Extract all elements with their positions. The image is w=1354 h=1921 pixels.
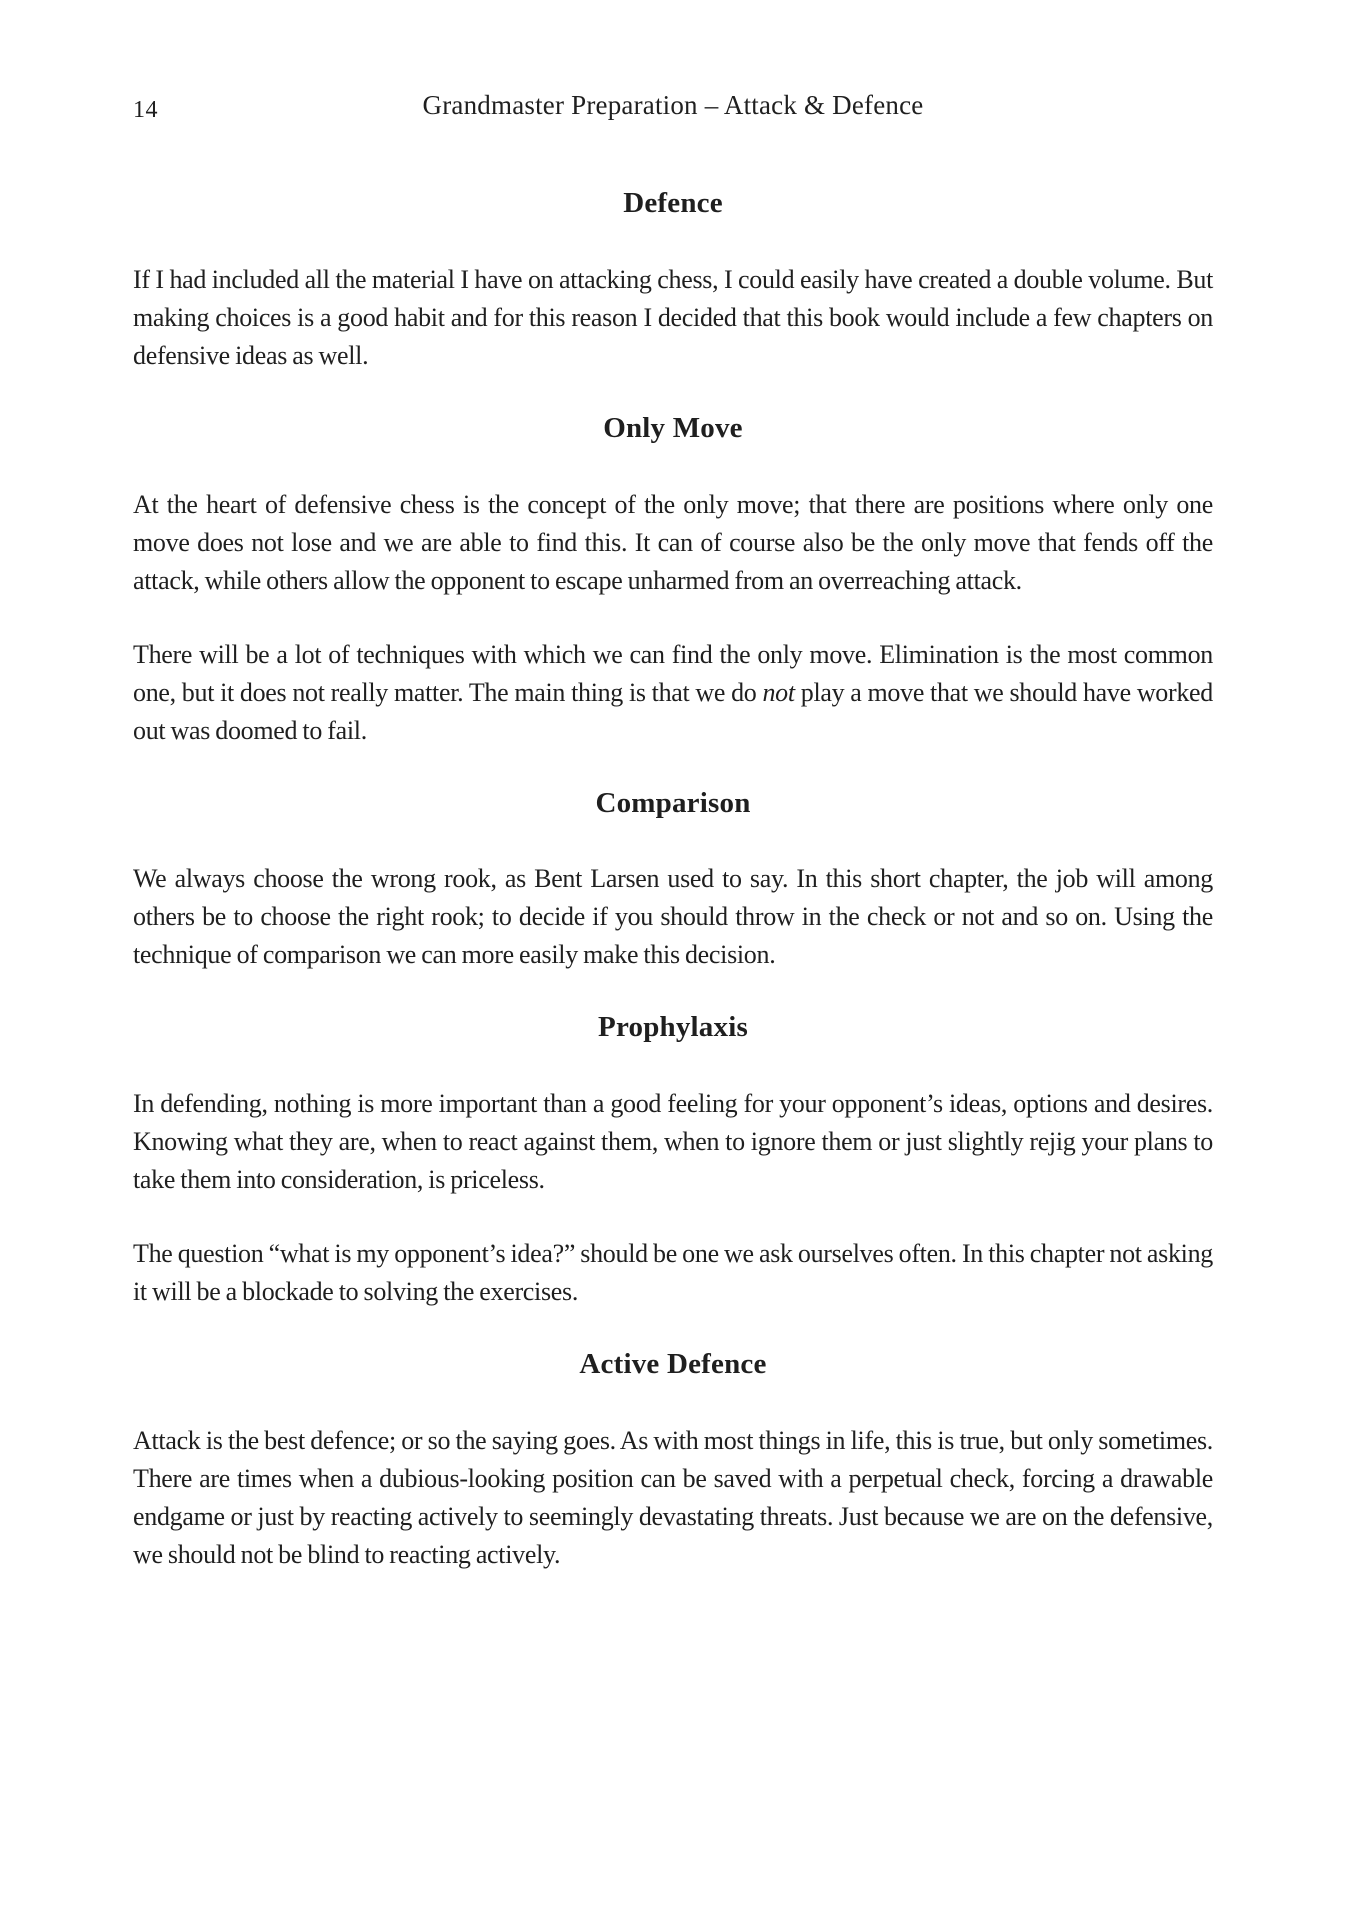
text-run: play a move that we should have worked out was doomed to fail. [133, 677, 1213, 745]
italic-text-run: not [762, 677, 795, 707]
paragraph [133, 1085, 1213, 1199]
section-heading: Comparison [595, 786, 751, 819]
paragraph [133, 486, 1213, 600]
section-heading: Only Move [603, 411, 743, 444]
sections [133, 186, 1213, 1574]
section [133, 1347, 1213, 1574]
section-heading: Defence [623, 187, 723, 219]
text-run: There will be a lot of techniques with which we can find the only move. Elimination is the most common one, but it does not really matter. The main thing is that we do [133, 639, 1213, 707]
section [133, 186, 1213, 375]
paragraph [133, 636, 1213, 750]
page-number: 14 [133, 97, 158, 123]
paragraph [133, 860, 1213, 974]
text-run: If I had included all the material I have on attacking chess, I could easily have created a double volume. But making choices is a good habit and for this reason I decided that this book would include a few chapters on defensive ideas as well. [133, 264, 1213, 370]
section [133, 786, 1213, 975]
section [133, 1010, 1213, 1311]
paragraph [133, 1235, 1213, 1311]
paragraph [133, 1422, 1213, 1574]
page-header [133, 90, 1213, 124]
text-run: The question “what is my opponent’s idea?” should be one we ask ourselves often. In this chapter not asking it will be a blockade to solving the exercises. [133, 1239, 1213, 1307]
text-run: Attack is the best defence; or so the saying goes. As with most things in life, this is true, but only sometimes. There are times when a dubious-looking position can be saved with a perpetual check, forcing a drawable endgame or just by reacting actively to seemingly devastating threats. Just because we are on the defensive, we should not be blind to reacting actively. [133, 1425, 1213, 1569]
paragraph [133, 261, 1213, 375]
text-run: At the heart of defensive chess is the concept of the only move; that there are positions where only one move does not lose and we are able to find this. It can of course also be the only move that fends off the attack, while others allow the opponent to escape unharmed from an overreaching attack. [133, 489, 1213, 595]
text-run: In defending, nothing is more important than a good feeling for your opponent’s ideas, options and desires. Knowing what they are, when to react against them, when to ignore them or just slightly rejig your plans to take them into consideration, is priceless. [133, 1089, 1213, 1195]
section-heading: Prophylaxis [598, 1011, 748, 1044]
section [133, 411, 1213, 750]
text-run: We always choose the wrong rook, as Bent Larsen used to say. In this short chapter, the job will among others be to choose the right rook; to decide if you should throw in the check or not and so on. Using the technique of comparison we can more easily make this decision. [133, 864, 1213, 970]
section-heading: Active Defence [579, 1348, 767, 1381]
running-title: Grandmaster Preparation – Attack & Defence [422, 90, 924, 120]
